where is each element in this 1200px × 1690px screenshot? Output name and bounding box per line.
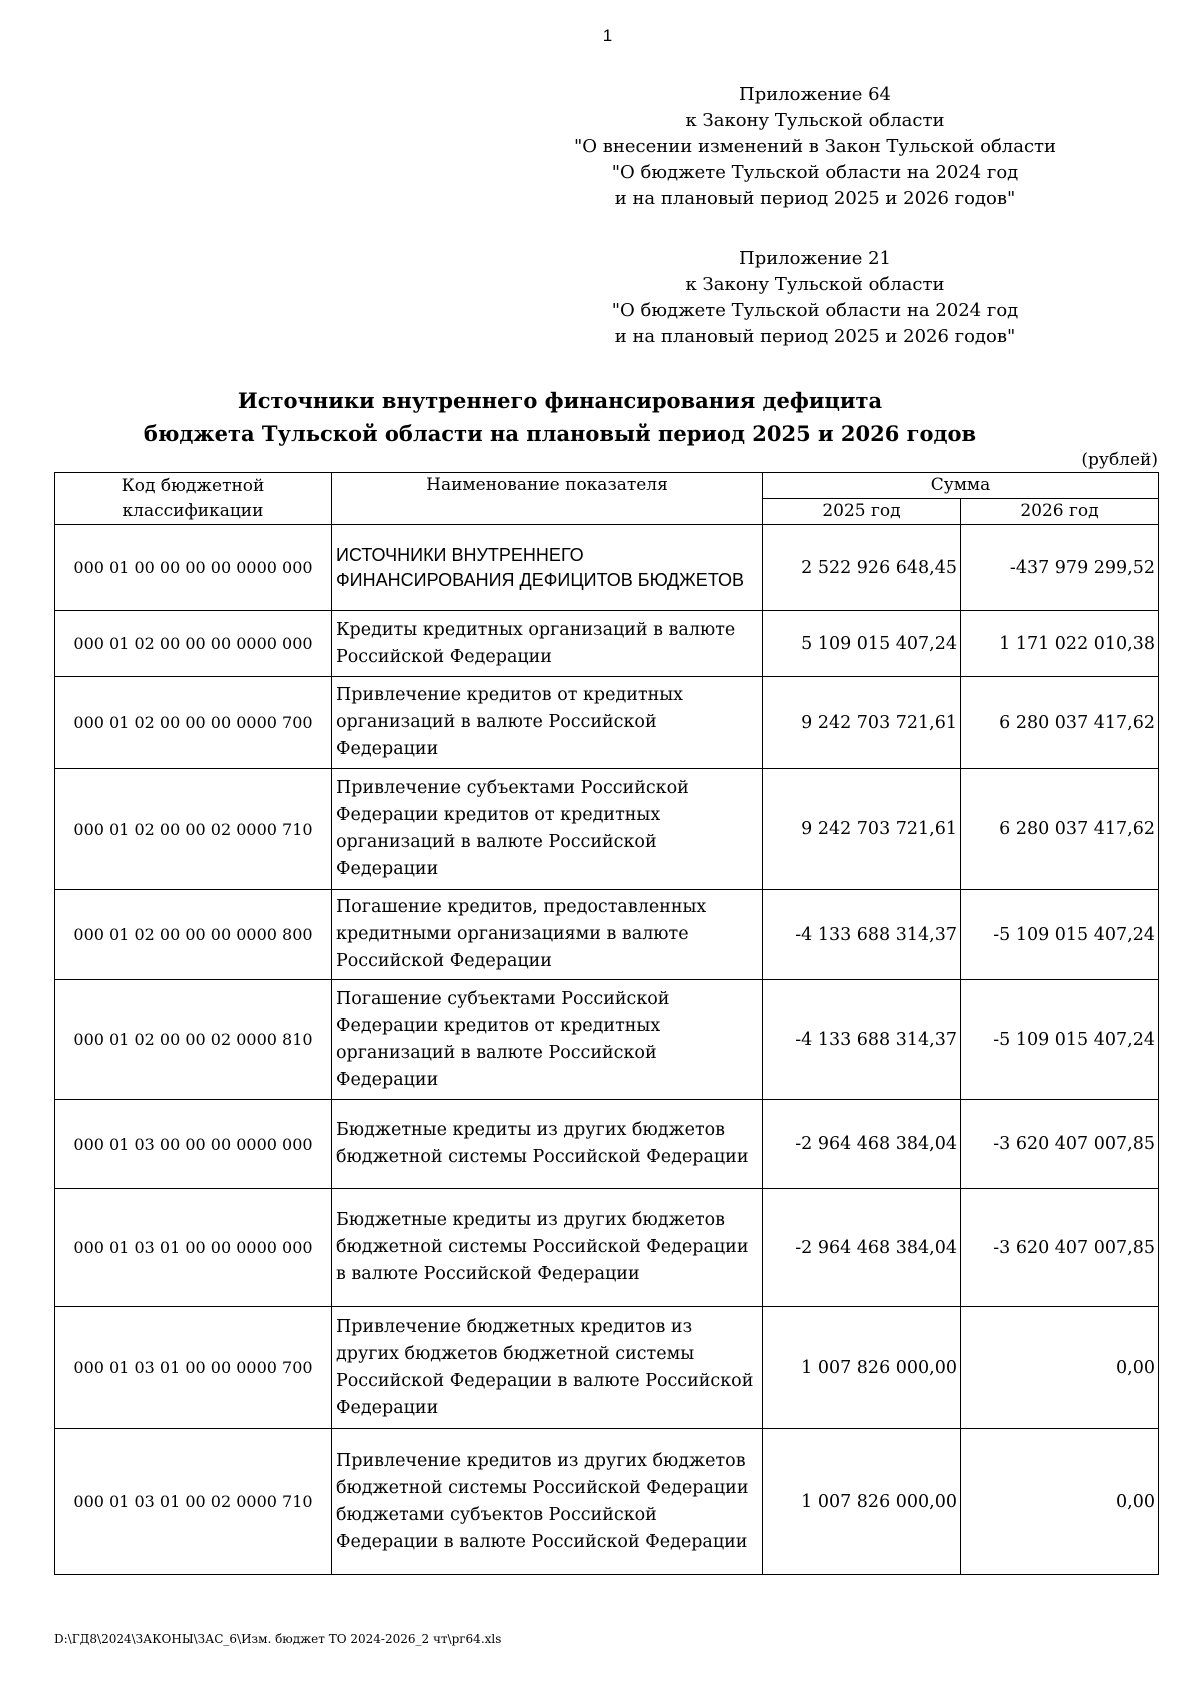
amount-2026-cell: -3 620 407 007,85 [961, 1189, 1159, 1307]
table-row [55, 769, 1159, 890]
table-row [55, 1100, 1159, 1189]
table-row [55, 1189, 1159, 1307]
appendix-line: к Закону Тульской области [685, 274, 945, 295]
table-row [55, 611, 1159, 677]
budget-code-cell: 000 01 03 01 00 02 0000 710 [55, 1429, 332, 1575]
indicator-name-cell: Привлечение субъектами Российской Федерации кредитов от кредитных организаций в валюте Российской Федерации [332, 769, 763, 890]
amount-2025-cell: 1 007 826 000,00 [763, 1307, 961, 1429]
table-row [55, 1429, 1159, 1575]
title-line: бюджета Тульской области на плановый период 2025 и 2026 годов [143, 421, 977, 446]
financing-sources-table [54, 472, 1159, 1575]
indicator-name-cell: Бюджетные кредиты из других бюджетов бюджетной системы Российской Федерации [332, 1100, 763, 1189]
budget-code-cell: 000 01 02 00 00 00 0000 800 [55, 890, 332, 980]
amount-2026-cell: 0,00 [961, 1307, 1159, 1429]
units-label: (рублей) [1081, 450, 1158, 470]
budget-code-cell: 000 01 03 01 00 00 0000 000 [55, 1189, 332, 1307]
indicator-name-cell: Привлечение бюджетных кредитов из других бюджетов бюджетной системы Российской Федерации в валюте Российской Федерации [332, 1307, 763, 1429]
amount-2025-cell: 1 007 826 000,00 [763, 1429, 961, 1575]
amount-2025-cell: -4 133 688 314,37 [763, 890, 961, 980]
appendix-line: и на плановый период 2025 и 2026 годов" [614, 188, 1016, 209]
indicator-name-cell: ИСТОЧНИКИ ВНУТРЕННЕГО ФИНАНСИРОВАНИЯ ДЕФИЦИТОВ БЮДЖЕТОВ [332, 525, 763, 611]
budget-code-cell: 000 01 02 00 00 00 0000 000 [55, 611, 332, 677]
table-row [55, 890, 1159, 980]
table-row [55, 677, 1159, 769]
appendix-21-block [520, 246, 1110, 350]
amount-2025-cell: -4 133 688 314,37 [763, 980, 961, 1100]
appendix-line: "О внесении изменений в Закон Тульской области [573, 136, 1057, 157]
amount-2025-cell: -2 964 468 384,04 [763, 1189, 961, 1307]
indicator-name-cell: Привлечение кредитов от кредитных организаций в валюте Российской Федерации [332, 677, 763, 769]
header-name: Наименование показателя [332, 473, 763, 525]
indicator-name-cell: Бюджетные кредиты из других бюджетов бюджетной системы Российской Федерации в валюте Российской Федерации [332, 1189, 763, 1307]
amount-2026-cell: -3 620 407 007,85 [961, 1100, 1159, 1189]
budget-code-cell: 000 01 02 00 00 02 0000 810 [55, 980, 332, 1100]
file-path-footer: D:\ГД8\2024\ЗАКОНЫ\ЗАС_6\Изм. бюджет ТО 2024-2026_2 чт\рг64.xls [54, 1632, 502, 1646]
amount-2026-cell: -5 109 015 407,24 [961, 890, 1159, 980]
appendix-line: к Закону Тульской области [685, 110, 945, 131]
amount-2026-cell: 0,00 [961, 1429, 1159, 1575]
budget-code-cell: 000 01 02 00 00 00 0000 700 [55, 677, 332, 769]
table-row [55, 1307, 1159, 1429]
amount-2025-cell: -2 964 468 384,04 [763, 1100, 961, 1189]
header-sum: Сумма [763, 473, 1159, 499]
table-row [55, 525, 1159, 611]
amount-2025-cell: 9 242 703 721,61 [763, 769, 961, 890]
budget-code-cell: 000 01 00 00 00 00 0000 000 [55, 525, 332, 611]
appendix-line: и на плановый период 2025 и 2026 годов" [614, 326, 1016, 347]
table-row [55, 980, 1159, 1100]
amount-2025-cell: 2 522 926 648,45 [763, 525, 961, 611]
appendix-line: "О бюджете Тульской области на 2024 год [611, 300, 1019, 321]
budget-code-cell: 000 01 03 00 00 00 0000 000 [55, 1100, 332, 1189]
amount-2025-cell: 9 242 703 721,61 [763, 677, 961, 769]
appendix-line: Приложение 21 [739, 248, 891, 269]
document-title [0, 384, 1120, 450]
amount-2026-cell: -5 109 015 407,24 [961, 980, 1159, 1100]
indicator-name-cell: Погашение субъектами Российской Федерации кредитов от кредитных организаций в валюте Российской Федерации [332, 980, 763, 1100]
amount-2026-cell: 6 280 037 417,62 [961, 677, 1159, 769]
amount-2026-cell: -437 979 299,52 [961, 525, 1159, 611]
header-year-2025: 2025 год [763, 499, 961, 525]
amount-2025-cell: 5 109 015 407,24 [763, 611, 961, 677]
amount-2026-cell: 6 280 037 417,62 [961, 769, 1159, 890]
page-number: 1 [602, 26, 613, 45]
header-year-2026: 2026 год [961, 499, 1159, 525]
indicator-name-cell: Кредиты кредитных организаций в валюте Российской Федерации [332, 611, 763, 677]
appendix-line: "О бюджете Тульской области на 2024 год [611, 162, 1019, 183]
appendix-line: Приложение 64 [739, 84, 891, 105]
indicator-name-cell: Привлечение кредитов из других бюджетов бюджетной системы Российской Федерации бюджетами субъектов Российской Федерации в валюте Российской Федерации [332, 1429, 763, 1575]
title-line: Источники внутреннего финансирования дефицита [237, 388, 883, 413]
appendix-64-block [520, 82, 1110, 212]
header-code: Код бюджетной классификации [55, 473, 332, 525]
amount-2026-cell: 1 171 022 010,38 [961, 611, 1159, 677]
indicator-name-cell: Погашение кредитов, предоставленных кредитными организациями в валюте Российской Федерации [332, 890, 763, 980]
budget-code-cell: 000 01 03 01 00 00 0000 700 [55, 1307, 332, 1429]
budget-code-cell: 000 01 02 00 00 02 0000 710 [55, 769, 332, 890]
